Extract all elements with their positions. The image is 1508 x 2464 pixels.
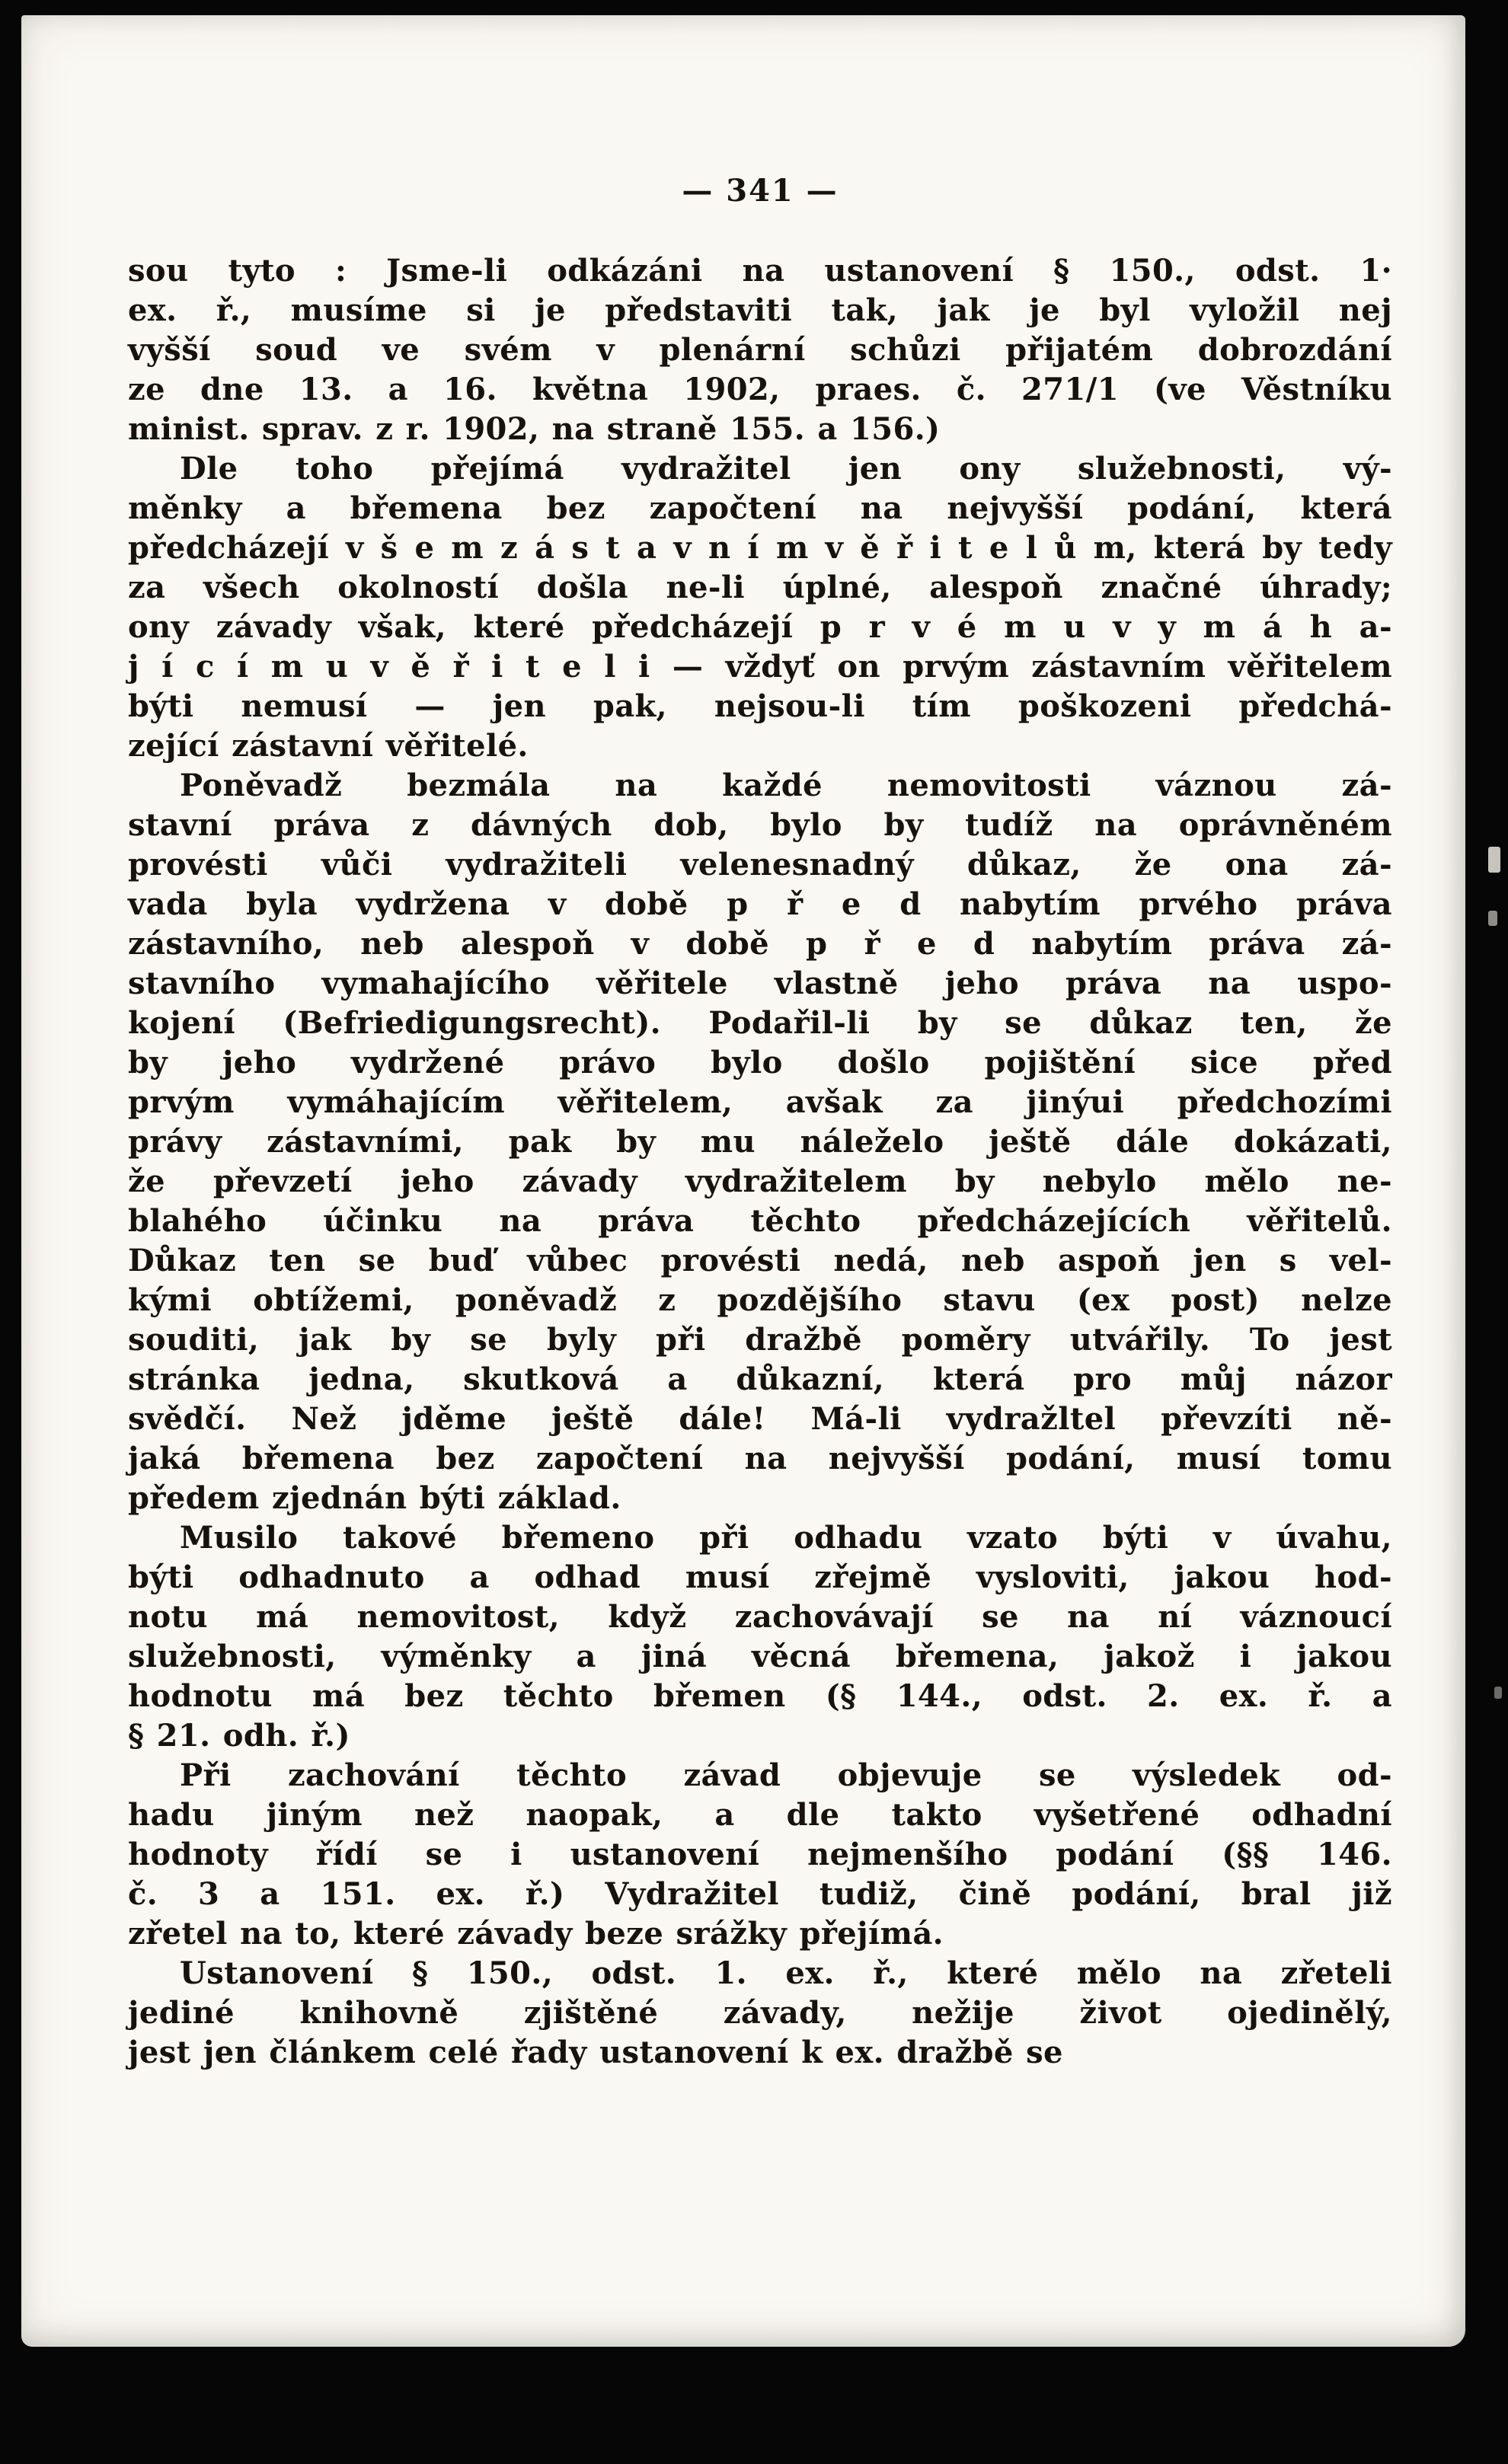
text-line: Důkaz ten se buď vůbec provésti nedá, neb aspoň jen s vel- [128, 1243, 1392, 1278]
text-line: souditi, jak by se byly při dražbě poměry utvářily. To jest [128, 1322, 1392, 1358]
text-line: býti odhadnuto a odhad musí zřejmě vysloviti, jakou hod- [128, 1559, 1392, 1595]
text-line: minist. sprav. z r. 1902, na straně 155. a 156.) [128, 411, 941, 447]
text-line: stavního vymahajícího věřitele vlastně jeho práva na uspo- [128, 965, 1392, 1001]
text-line: prvým vymáhajícím věřitelem, avšak za jinýui předchozími [128, 1084, 1392, 1120]
scan-edge-mark [1488, 911, 1497, 926]
text-line: j í c í m u v ě ř i t e l i — vždyť on prvým zástavním věřitelem [128, 649, 1392, 685]
text-line: notu má nemovitost, když zachovávají se na ní váznoucí [128, 1599, 1392, 1635]
text-line: vyšší soud ve svém v plenární schůzi přijatém dobrozdání [128, 332, 1392, 368]
text-line: kojení (Befriedigungsrecht). Podařil-li by se důkaz ten, že [128, 1005, 1392, 1041]
text-line: hadu jiným než naopak, a dle takto vyšetřené odhadní [128, 1797, 1392, 1833]
text-line: za všech okolností došla ne-li úplné, alespoň značné úhrady; [128, 570, 1392, 605]
paragraph [128, 766, 1392, 1518]
text-line: služebnosti, výměnky a jiná věcná břemena, jakož i jakou [128, 1639, 1392, 1674]
text-line: stránka jedna, skutková a důkazní, která pro můj názor [128, 1361, 1392, 1397]
text-line: blahého účinku na práva těchto předcházejících věřitelů. [128, 1203, 1392, 1239]
scan-edge-mark [1494, 1687, 1502, 1699]
text-line: býti nemusí — jen pak, nejsou-li tím poškozeni předchá- [128, 688, 1392, 724]
paragraph [128, 251, 1392, 449]
text-line: vada byla vydržena v době p ř e d nabytím prvého práva [128, 886, 1392, 922]
text-line: Dle toho přejímá vydražitel jen ony služebnosti, vý- [180, 451, 1392, 487]
text-line: zástavního, neb alespoň v době p ř e d nabytím práva zá- [128, 926, 1392, 962]
scan-edge-mark [1488, 847, 1500, 873]
text-line: sou tyto : Jsme-li odkázáni na ustanovení § 150., odst. 1· [128, 253, 1392, 289]
text-line: jediné knihovně zjištěné závady, nežije život ojedinělý, [128, 1995, 1392, 2031]
text-line: Musilo takové břemeno při odhadu vzato býti v úvahu, [180, 1520, 1392, 1556]
page [21, 15, 1465, 2347]
text-line: Poněvadž bezmála na každé nemovitosti váznou zá- [180, 768, 1392, 803]
text-line: jaká břemena bez započtení na nejvyšší podání, musí tomu [128, 1441, 1392, 1476]
paragraph [128, 1954, 1392, 2073]
text-line: právy zástavními, pak by mu náleželo ještě dále dokázati, [128, 1124, 1392, 1160]
text-line: předem zjednán býti základ. [128, 1480, 621, 1516]
text-line: svědčí. Než jděme ještě dále! Má-li vydražltel převzíti ně- [128, 1401, 1392, 1437]
paragraph [128, 1756, 1392, 1954]
text-line: zející zástavní věřitelé. [128, 728, 529, 764]
text-line: ony závady však, které předcházejí p r v é m u v y m á h a- [128, 609, 1392, 645]
text-line: hodnotu má bez těchto břemen (§ 144., odst. 2. ex. ř. a [128, 1678, 1392, 1714]
text-line: § 21. odh. ř.) [128, 1718, 350, 1754]
text-line: hodnoty řídí se i ustanovení nejmenšího podání (§§ 146. [128, 1837, 1392, 1872]
text-line: měnky a břemena bez započtení na nejvyšší podání, která [128, 490, 1392, 526]
text-line: Ustanovení § 150., odst. 1. ex. ř., které mělo na zřeteli [180, 1955, 1392, 1991]
text-line: by jeho vydržené právo bylo došlo pojištění sice před [128, 1045, 1392, 1080]
text-line: předcházejí v š e m z á s t a v n í m v ě ř i t e l ů m, která by tedy [128, 530, 1392, 566]
text-line: provésti vůči vydražiteli velenesnadný důkaz, že ona zá- [128, 847, 1392, 883]
text-line: ex. ř., musíme si je představiti tak, jak je byl vyložil nej [128, 292, 1392, 328]
text-line: ze dne 13. a 16. května 1902, praes. č. 271/1 (ve Věstníku [128, 372, 1392, 407]
text-line: zřetel na to, které závady beze srážky přejímá. [128, 1916, 944, 1952]
page-number: — 341 — [682, 173, 839, 209]
text-line: že převzetí jeho závady vydražitelem by nebylo mělo ne- [128, 1163, 1392, 1199]
paragraph [128, 449, 1392, 766]
text-block [128, 251, 1392, 2073]
text-line: stavní práva z dávných dob, bylo by tudíž na oprávněném [128, 807, 1392, 843]
text-line: kými obtížemi, poněvadž z pozdějšího stavu (ex post) nelze [128, 1282, 1392, 1318]
text-line: jest jen článkem celé řady ustanovení k ex. dražbě se [128, 2035, 1063, 2070]
text-line: Při zachování těchto závad objevuje se výsledek od- [180, 1757, 1392, 1793]
paragraph [128, 1518, 1392, 1756]
text-line: č. 3 a 151. ex. ř.) Vydražitel tudiž, čině podání, bral již [128, 1876, 1392, 1912]
